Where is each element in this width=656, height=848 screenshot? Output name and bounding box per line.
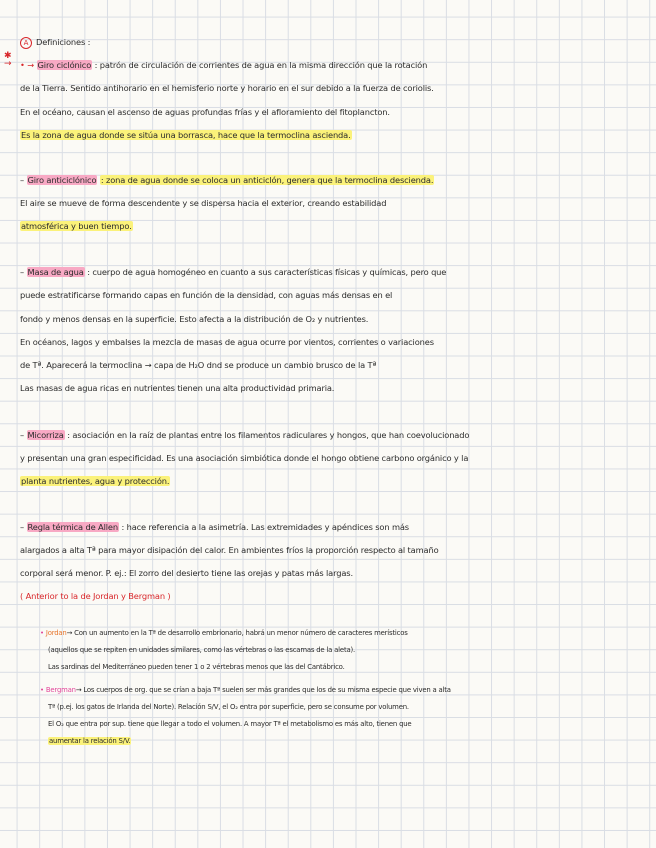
masa-de-agua-line-5: de Tª. Aparecerá la termoclina → capa de H₂O dnd se produce un cambio brusco de la Tª	[20, 360, 377, 370]
heading-title: Definiciones :	[36, 37, 91, 47]
allen-term: Regla térmica de Allen	[27, 522, 118, 532]
heading-letter-circle: A	[20, 37, 32, 49]
allen-line-3: corporal será menor. P. ej.: El zorro del desierto tiene las orejas y patas más largas.	[20, 568, 353, 578]
masa-de-agua-line-6: Las masas de agua ricas en nutrientes tienen una alta productividad primaria.	[20, 383, 335, 393]
allen-line-2: alargados a alta Tª para mayor disipación del calor. En ambientes fríos la proporción respecto al tamaño	[20, 545, 439, 555]
red-arrow-marker: ✱ →	[4, 51, 12, 69]
micorriza-line-3: planta nutrientes, agua y protección.	[21, 476, 170, 486]
jordan-term: Jordan	[45, 629, 67, 637]
allen-line-1: – Regla térmica de Allen : hace referencia a la asimetría. Las extremidades y apéndices son más	[20, 522, 409, 532]
micorriza-term: Micorriza	[27, 430, 64, 440]
giro-anticiclonico-term: Giro anticiclónico	[27, 175, 97, 185]
micorriza-line-2: y presentan una gran especificidad. Es una asociación simbiótica donde el hongo obtiene carbono orgánico y la	[20, 453, 469, 463]
masa-de-agua-line-1: – Masa de agua : cuerpo de agua homogéneo en cuanto a sus características físicas y químicas, pero que	[20, 267, 447, 277]
giro-ciclonico-term: Giro ciclónico	[37, 60, 92, 70]
masa-de-agua-line-3: fondo y menos densas en la superficie. Esto afecta a la distribución de O₂ y nutrientes.	[20, 314, 369, 324]
giro-anticiclonico-line-3: atmosférica y buen tiempo.	[21, 221, 132, 231]
giro-ciclonico-line-4: Es la zona de agua donde se sitúa una borrasca, hace que la termoclina ascienda.	[21, 130, 351, 140]
allen-note: ( Anterior to la de Jordan y Bergman )	[20, 591, 171, 601]
giro-anticiclonico-line-1: – Giro anticiclónico : zona de agua donde se coloca un anticiclón, genera que la termoclina descienda.	[20, 175, 434, 185]
giro-ciclonico-line-1: • → Giro ciclónico : patrón de circulación de corrientes de agua en la misma dirección que la rotación	[20, 60, 428, 70]
jordan-line-1: • Jordan→ Con un aumento en la Tª de desarrollo embrionario, habrá un menor número de caracteres merísticos	[40, 629, 408, 637]
bergman-line-3: El O₂ que entra por sup. tiene que llegar a todo el volumen. A mayor Tª el metabolismo es más alto, tienen que	[48, 720, 412, 728]
giro-ciclonico-line-3: En el océano, causan el ascenso de aguas profundas frías y el afloramiento del fitoplancton.	[20, 107, 390, 117]
jordan-line-2: (aquellos que se repiten en unidades similares, como las vértebras o las escamas de la aleta).	[48, 646, 355, 654]
masa-de-agua-term: Masa de agua	[27, 267, 84, 277]
section-heading	[20, 36, 90, 49]
giro-anticiclonico-line-2: El aire se mueve de forma descendente y se dispersa hacia el exterior, creando estabilidad	[20, 198, 387, 208]
jordan-line-3: Las sardinas del Mediterráneo pueden tener 1 o 2 vértebras menos que las del Cantábrico.	[48, 663, 345, 671]
giro-ciclonico-line-2: de la Tierra. Sentido antihorario en el hemisferio norte y horario en el sur debido a la fuerza de coriolis.	[20, 83, 434, 93]
micorriza-line-1: – Micorriza : asociación en la raíz de plantas entre los filamentos radiculares y hongos, que han coevolucionado	[20, 430, 470, 440]
bergman-term: Bergman	[45, 686, 76, 694]
masa-de-agua-line-4: En océanos, lagos y embalses la mezcla de masas de agua ocurre por vientos, corrientes o variaciones	[20, 337, 434, 347]
bergman-line-4: aumentar la relación S/V.	[49, 737, 131, 745]
masa-de-agua-line-2: puede estratificarse formando capas en función de la densidad, con aguas más densas en el	[20, 290, 393, 300]
bergman-line-2: Tª (p.ej. los gatos de Irlanda del Norte). Relación S/V, el O₂ entra por superficie, pero se consume por volumen.	[48, 703, 409, 711]
bergman-line-1: • Bergman→ Los cuerpos de org. que se crían a baja Tª suelen ser más grandes que los de su misma especie que viven a alta	[40, 686, 451, 694]
